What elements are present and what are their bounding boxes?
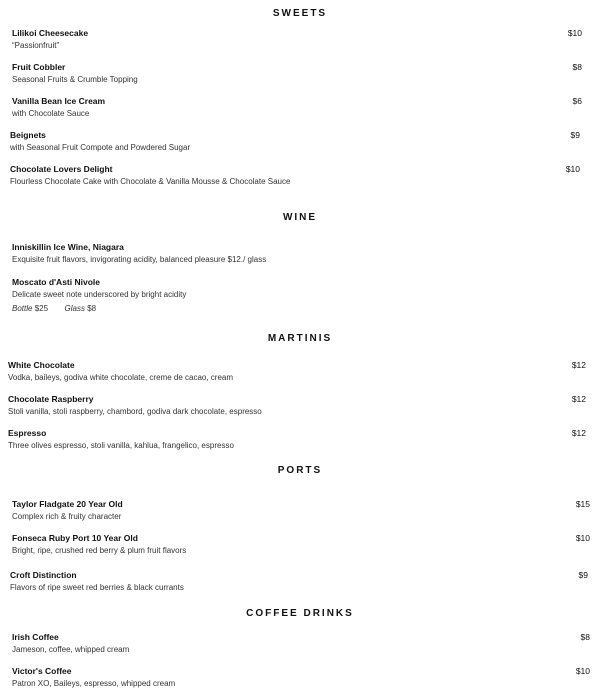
item-name: Beignets (10, 130, 46, 140)
menu-item-croft-distinction (10, 570, 184, 593)
item-name: Chocolate Lovers Delight (10, 164, 113, 174)
menu-item-moscato-dasti (12, 277, 186, 300)
item-price: $6 (572, 96, 582, 106)
bottle-glass-prices (12, 303, 96, 314)
item-price: $10 (565, 164, 580, 174)
item-name: Espresso (8, 428, 47, 438)
menu-item-victors-coffee (12, 666, 175, 689)
menu-item-inniskillin-ice-wine (12, 242, 266, 265)
item-description: Vodka, baileys, godiva white chocolate, creme de cacao, cream (8, 373, 234, 382)
item-description: Jameson, coffee, whipped cream (12, 645, 130, 654)
item-description: Three olives espresso, stoli vanilla, kahlua, frangelico, espresso (8, 441, 234, 450)
menu-item-espresso (8, 428, 234, 451)
item-description: Flourless Chocolate Cake with Chocolate & Vanilla Mousse & Chocolate Sauce (10, 177, 291, 186)
menu-item-white-chocolate (8, 360, 233, 383)
item-description: Complex rich & fruity character (12, 512, 122, 521)
item-name: Taylor Fladgate 20 Year Old (12, 499, 123, 509)
menu-item-irish-coffee (12, 632, 129, 655)
menu-item-chocolate-lovers-delight (10, 164, 290, 187)
section-title-martinis: MARTINIS (267, 333, 333, 344)
menu-item-fonseca-ruby-port (12, 533, 186, 556)
item-description: Patron XO, Baileys, espresso, whipped cream (12, 679, 176, 688)
menu-item-beignets (10, 130, 190, 153)
item-description: Delicate sweet note underscored by bright acidity (12, 290, 187, 299)
menu-item-fruit-cobbler (12, 62, 138, 85)
item-name: Fruit Cobbler (12, 62, 66, 72)
glass-price: $8 (87, 304, 97, 313)
item-price: $8 (580, 632, 590, 642)
item-name: Fonseca Ruby Port 10 Year Old (12, 533, 138, 543)
item-name: Chocolate Raspberry (8, 394, 94, 404)
item-price: $8 (572, 62, 582, 72)
section-title-sweets: SWEETS (272, 8, 328, 19)
bottle-price: $25 (34, 304, 49, 313)
item-name: White Chocolate (8, 360, 75, 370)
item-description: with Seasonal Fruit Compote and Powdered Sugar (10, 143, 191, 152)
item-price: $9 (578, 570, 588, 580)
item-description: Flavors of ripe sweet red berries & black currants (10, 583, 184, 592)
item-name: Moscato d'Asti Nivole (12, 277, 100, 287)
item-description: Stoli vanilla, stoli raspberry, chambord, godiva dark chocolate, espresso (8, 407, 262, 416)
menu-item-lilikoi-cheesecake (12, 28, 88, 51)
item-price: $10 (567, 28, 582, 38)
item-price: $12 (571, 428, 586, 438)
item-price: $12 (571, 394, 586, 404)
glass-label: Glass (64, 304, 85, 313)
item-price: $10 (575, 533, 590, 543)
item-price: $10 (575, 666, 590, 676)
item-description: with Chocolate Sauce (12, 109, 90, 118)
section-title-ports: PORTS (277, 465, 323, 476)
item-price: $9 (570, 130, 580, 140)
item-price: $15 (575, 499, 590, 509)
menu-item-vanilla-bean-ice-cream (12, 96, 105, 119)
section-title-coffee-drinks: COFFEE DRINKS (246, 608, 354, 619)
section-title-wine: WINE (282, 212, 318, 223)
item-name: Vanilla Bean Ice Cream (12, 96, 106, 106)
item-price: $12 (571, 360, 586, 370)
item-name: Lilikoi Cheesecake (12, 28, 89, 38)
item-name: Victor's Coffee (12, 666, 72, 676)
item-name: Inniskillin Ice Wine, Niagara (12, 242, 124, 252)
item-name: Irish Coffee (12, 632, 59, 642)
menu-item-chocolate-raspberry (8, 394, 262, 417)
item-name: Croft Distinction (10, 570, 77, 580)
item-description: Exquisite fruit flavors, invigorating acidity, balanced pleasure $12./ glass (12, 255, 267, 264)
bottle-label: Bottle (12, 304, 33, 313)
item-description: Seasonal Fruits & Crumble Topping (12, 75, 138, 84)
item-description: Bright, ripe, crushed red berry & plum fruit flavors (12, 546, 187, 555)
menu-item-taylor-fladgate (12, 499, 123, 522)
item-description: “Passionfruit” (12, 41, 60, 50)
